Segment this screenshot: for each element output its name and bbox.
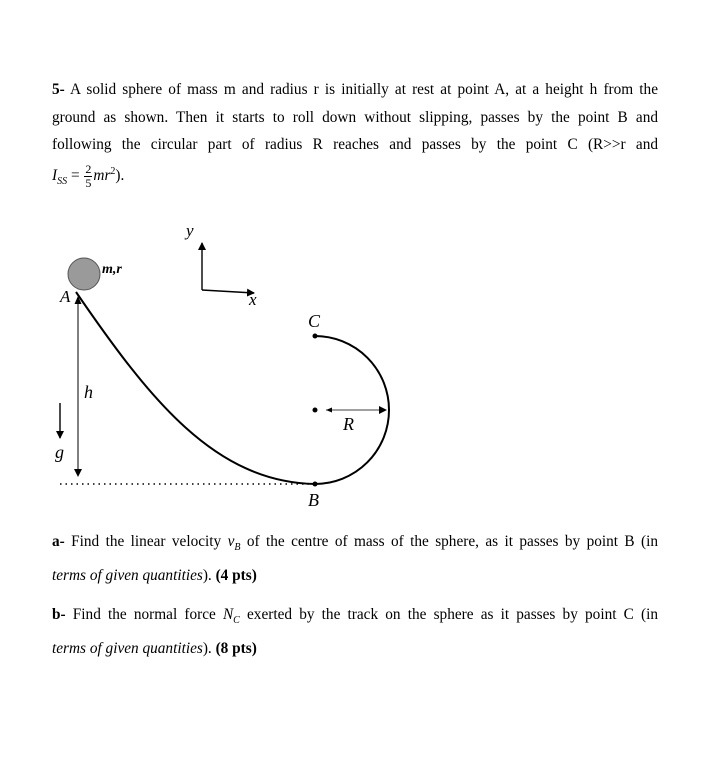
problem-line-1: 5- A solid sphere of mass m and radius r is initially at rest at point A, at a height h from the: [52, 81, 658, 98]
sphere: [68, 258, 100, 290]
mass-radius-label: m,r: [102, 262, 122, 277]
problem-number: 5-: [52, 81, 65, 98]
problem-line-3: following the circular part of radius R reaches and passes by the point C (R>>r and: [52, 136, 658, 153]
problem-statement: [52, 76, 658, 159]
question-a-line-2: terms of given quantities). (4 pts): [52, 566, 257, 584]
height-label: h: [84, 382, 93, 402]
question-b-line-1: b- Find the normal force $N_C$ exerted by the track on the sphere as it passes by point C (in: [52, 606, 659, 627]
fraction: $\frac{2}{5}$: [85, 162, 92, 190]
physics-diagram: [0, 215, 708, 515]
point-c-label: C: [308, 311, 321, 331]
y-label: y: [186, 221, 194, 240]
question-b-line-2: terms of given quantities). (8 pts): [52, 639, 257, 657]
point-b-label: B: [308, 490, 319, 510]
x-label: x: [249, 290, 257, 309]
track: [76, 292, 389, 484]
point-c-dot: [313, 334, 318, 339]
question-a-line-1: a- Find the linear velocity $v_B$ of the centre of mass of the sphere, as it passes by point B (in: [52, 533, 658, 554]
problem-line-2: ground as shown. Then it starts to roll down without slipping, passes by the point B and: [52, 108, 658, 126]
gravity-label: g: [55, 442, 64, 462]
question-a: [52, 528, 658, 589]
inertia-formula: $I_{SS}$ = $\frac{2}{5}$ $mr^2$).: [52, 162, 125, 190]
center-dot: [313, 408, 318, 413]
radius-label: R: [343, 414, 354, 434]
x-axis: [202, 290, 254, 293]
point-a-label: A: [60, 287, 71, 306]
question-b: [52, 601, 658, 662]
